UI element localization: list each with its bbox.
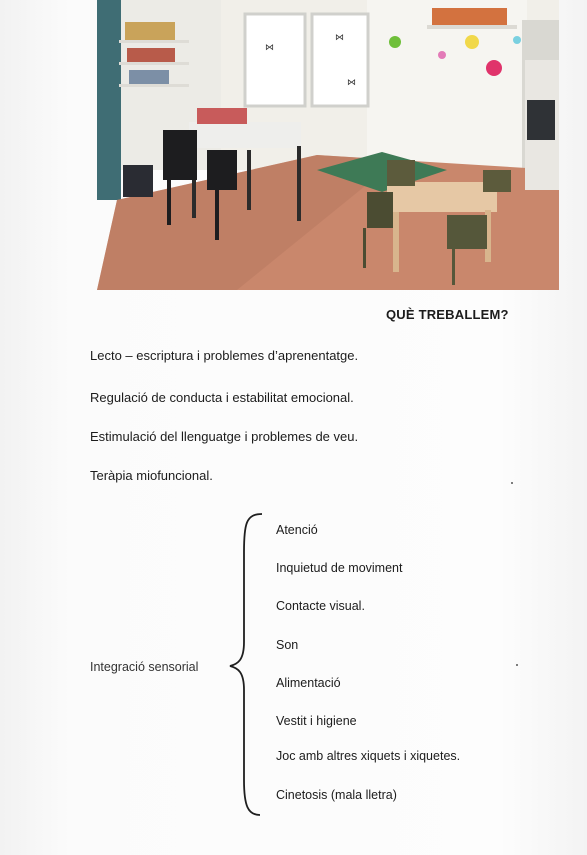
speck — [516, 664, 518, 666]
sensory-item: Alimentació — [276, 676, 341, 690]
therapy-room-photo — [97, 0, 559, 290]
curly-brace — [226, 512, 266, 822]
area-item: Regulació de conducta i estabilitat emocional. — [90, 390, 354, 405]
sensory-item: Atenció — [276, 523, 318, 537]
sensory-item: Inquietud de moviment — [276, 561, 403, 575]
area-item: Estimulació del llenguatge i problemes de veu. — [90, 429, 359, 444]
svg-text:⋈: ⋈ — [265, 42, 274, 52]
section-title: QUÈ TREBALLEM? — [386, 307, 509, 322]
sensory-item: Vestit i higiene — [276, 714, 357, 728]
area-item: Teràpia miofuncional. — [90, 468, 213, 483]
sensory-item: Cinetosis (mala lletra) — [276, 788, 397, 802]
svg-text:⋈: ⋈ — [347, 77, 356, 87]
area-item: Lecto – escriptura i problemes d’aprenentatge. — [90, 348, 359, 363]
speck — [511, 482, 513, 484]
sensory-item: Joc amb altres xiquets i xiquetes. — [276, 749, 461, 763]
sensory-item: Son — [276, 638, 299, 652]
sensory-integration-label: Integració sensorial — [90, 660, 199, 674]
svg-text:⋈: ⋈ — [335, 32, 344, 42]
sensory-item: Contacte visual. — [276, 599, 365, 613]
